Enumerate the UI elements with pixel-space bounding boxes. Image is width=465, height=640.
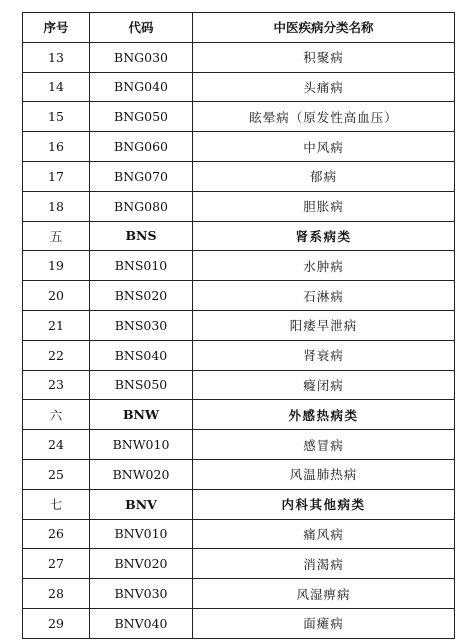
disease-name-cell: 水肿病 [193, 251, 455, 281]
disease-name-cell: 郁病 [193, 161, 455, 191]
table-group-row [23, 400, 455, 430]
disease-name-cell: 胆胀病 [193, 191, 455, 221]
disease-name-cell: 石淋病 [193, 281, 455, 311]
serial-number-cell: 23 [23, 370, 90, 400]
serial-number-cell: 27 [23, 549, 90, 579]
serial-number-cell: 29 [23, 608, 90, 638]
disease-name-cell: 中风病 [193, 132, 455, 162]
header-code: 代码 [90, 13, 193, 43]
serial-number-cell: 20 [23, 281, 90, 311]
serial-number-cell: 15 [23, 102, 90, 132]
disease-name-cell: 外感热病类 [193, 400, 455, 430]
disease-name-cell: 癃闭病 [193, 370, 455, 400]
code-cell: BNV010 [90, 519, 193, 549]
code-cell: BNV [90, 489, 193, 519]
table-row [23, 310, 455, 340]
disease-name-cell: 阳痿早泄病 [193, 310, 455, 340]
table-row [23, 340, 455, 370]
disease-name-cell: 面瘫病 [193, 608, 455, 638]
serial-number-cell: 18 [23, 191, 90, 221]
table-row [23, 251, 455, 281]
serial-number-cell: 25 [23, 459, 90, 489]
serial-number-cell: 17 [23, 161, 90, 191]
table-row [23, 430, 455, 460]
disease-name-cell: 感冒病 [193, 430, 455, 460]
code-cell: BNG070 [90, 161, 193, 191]
table-header-row [23, 13, 455, 43]
code-cell: BNS040 [90, 340, 193, 370]
code-cell: BNS [90, 221, 193, 251]
table-group-row [23, 221, 455, 251]
disease-name-cell: 消渴病 [193, 549, 455, 579]
table-row [23, 549, 455, 579]
table-row [23, 42, 455, 72]
serial-number-cell: 22 [23, 340, 90, 370]
serial-number-cell: 16 [23, 132, 90, 162]
table-row [23, 370, 455, 400]
header-serial-number: 序号 [23, 13, 90, 43]
serial-number-cell: 14 [23, 72, 90, 102]
table-row [23, 608, 455, 638]
code-cell: BNS020 [90, 281, 193, 311]
table-group-row [23, 489, 455, 519]
serial-number-cell: 五 [23, 221, 90, 251]
code-cell: BNG040 [90, 72, 193, 102]
serial-number-cell: 21 [23, 310, 90, 340]
table-row [23, 459, 455, 489]
disease-name-cell: 肾系病类 [193, 221, 455, 251]
table-body [23, 42, 455, 638]
disease-name-cell: 眩晕病（原发性高血压） [193, 102, 455, 132]
code-cell: BNV040 [90, 608, 193, 638]
code-cell: BNV030 [90, 579, 193, 609]
code-cell: BNG060 [90, 132, 193, 162]
code-cell: BNW010 [90, 430, 193, 460]
table-row [23, 519, 455, 549]
table-row [23, 191, 455, 221]
table-row [23, 579, 455, 609]
table-row [23, 72, 455, 102]
table-row [23, 281, 455, 311]
code-cell: BNS050 [90, 370, 193, 400]
disease-name-cell: 风湿痹病 [193, 579, 455, 609]
disease-classification-table [22, 12, 455, 639]
disease-name-cell: 头痛病 [193, 72, 455, 102]
code-cell: BNS030 [90, 310, 193, 340]
code-cell: BNG080 [90, 191, 193, 221]
serial-number-cell: 24 [23, 430, 90, 460]
serial-number-cell: 19 [23, 251, 90, 281]
disease-name-cell: 痛风病 [193, 519, 455, 549]
code-cell: BNS010 [90, 251, 193, 281]
disease-name-cell: 风温肺热病 [193, 459, 455, 489]
disease-name-cell: 积聚病 [193, 42, 455, 72]
serial-number-cell: 七 [23, 489, 90, 519]
table-row [23, 161, 455, 191]
header-disease-name: 中医疾病分类名称 [193, 13, 455, 43]
serial-number-cell: 13 [23, 42, 90, 72]
disease-name-cell: 肾衰病 [193, 340, 455, 370]
code-cell: BNW020 [90, 459, 193, 489]
code-cell: BNG050 [90, 102, 193, 132]
code-cell: BNG030 [90, 42, 193, 72]
table-row [23, 132, 455, 162]
table-row [23, 102, 455, 132]
disease-name-cell: 内科其他病类 [193, 489, 455, 519]
serial-number-cell: 28 [23, 579, 90, 609]
serial-number-cell: 26 [23, 519, 90, 549]
code-cell: BNW [90, 400, 193, 430]
serial-number-cell: 六 [23, 400, 90, 430]
code-cell: BNV020 [90, 549, 193, 579]
